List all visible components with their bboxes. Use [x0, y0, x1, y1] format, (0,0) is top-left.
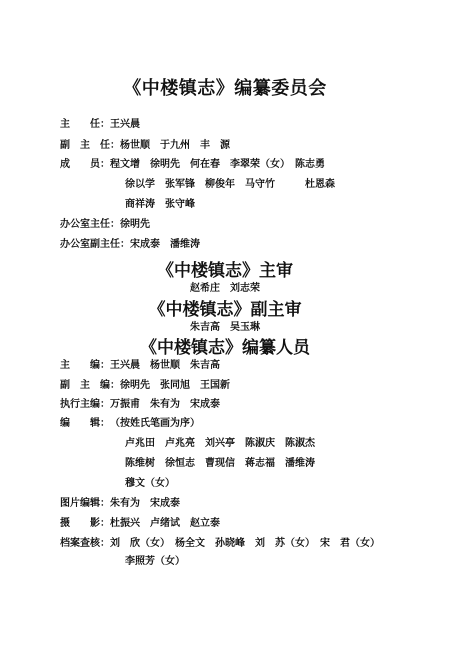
photo-editor-row	[60, 496, 180, 512]
chief-review-title: 《中楼镇志》主审	[157, 261, 293, 281]
office-vice-director-label: 办公室副主任：	[60, 239, 130, 250]
members-label: 成 员：	[60, 159, 110, 170]
vice-director-names: 杨世顺 于九州 丰 源	[120, 140, 230, 151]
editorial-title: 《中楼镇志》编纂人员	[140, 338, 310, 358]
chief-editor-row	[60, 358, 220, 374]
photo-editor-label: 图片编辑：	[60, 498, 110, 509]
vice-review-names: 朱吉高 吴玉琳	[190, 322, 260, 333]
editors-line-3: 穆文（女）	[125, 478, 175, 489]
vice-director-row	[60, 138, 230, 154]
archive-check-names: 刘 欣（女） 杨全文 孙晓峰 刘 苏（女） 宋 君（女）	[110, 538, 380, 549]
director-label: 主 任：	[60, 119, 110, 130]
office-vice-director-names: 宋成泰 潘维涛	[130, 239, 200, 250]
vice-review-title: 《中楼镇志》副主审	[148, 300, 302, 320]
editors-line-2: 陈维树 徐恒志 曹现信 蒋志福 潘维涛	[125, 458, 315, 469]
archive-check-row	[60, 536, 380, 552]
members-line-1: 程文增 徐明先 何在春 李翠荣（女） 陈志勇	[110, 159, 325, 170]
members-line-2: 徐以学 张军锋 柳俊年 马守竹 杜恩森	[125, 179, 335, 190]
chief-review-names: 赵希庄 刘志荣	[190, 283, 260, 294]
archive-check-line-2: 李照芳（女）	[125, 556, 185, 567]
vice-chief-editor-names: 徐明先 张同旭 王国新	[120, 380, 230, 391]
chief-editor-names: 王兴晨 杨世顺 朱吉高	[110, 360, 220, 371]
office-director-label: 办公室主任：	[60, 219, 120, 230]
editors-line-1: 卢兆田 卢兆亮 刘兴亭 陈淑庆 陈淑杰	[125, 438, 315, 449]
editors-label: 编 辑：	[60, 418, 110, 429]
director-names: 王兴晨	[110, 119, 140, 130]
photography-row	[60, 516, 220, 532]
executive-editor-names: 万振甫 朱有为 宋成泰	[110, 399, 220, 410]
archive-check-label: 档案查核：	[60, 538, 110, 549]
executive-editor-row	[60, 397, 220, 413]
photography-names: 杜振兴 卢绪试 赵立泰	[110, 518, 220, 529]
executive-editor-label: 执行主编：	[60, 399, 110, 410]
photography-label: 摄 影：	[60, 518, 110, 529]
director-row	[60, 117, 140, 133]
members-row	[60, 157, 325, 173]
editors-row	[60, 416, 200, 432]
office-director-row	[60, 217, 150, 233]
office-vice-director-row	[60, 237, 200, 253]
vice-chief-editor-label: 副 主 编：	[60, 380, 120, 391]
photo-editor-names: 朱有为 宋成泰	[110, 498, 180, 509]
vice-chief-editor-row	[60, 378, 230, 394]
members-line-3: 商祥涛 张守峰	[125, 199, 195, 210]
office-director-names: 徐明先	[120, 219, 150, 230]
editors-note: （按姓氏笔画为序）	[110, 418, 200, 429]
vice-director-label: 副 主 任：	[60, 140, 120, 151]
chief-editor-label: 主 编：	[60, 360, 110, 371]
committee-title: 《中楼镇志》编纂委员会	[123, 78, 327, 99]
